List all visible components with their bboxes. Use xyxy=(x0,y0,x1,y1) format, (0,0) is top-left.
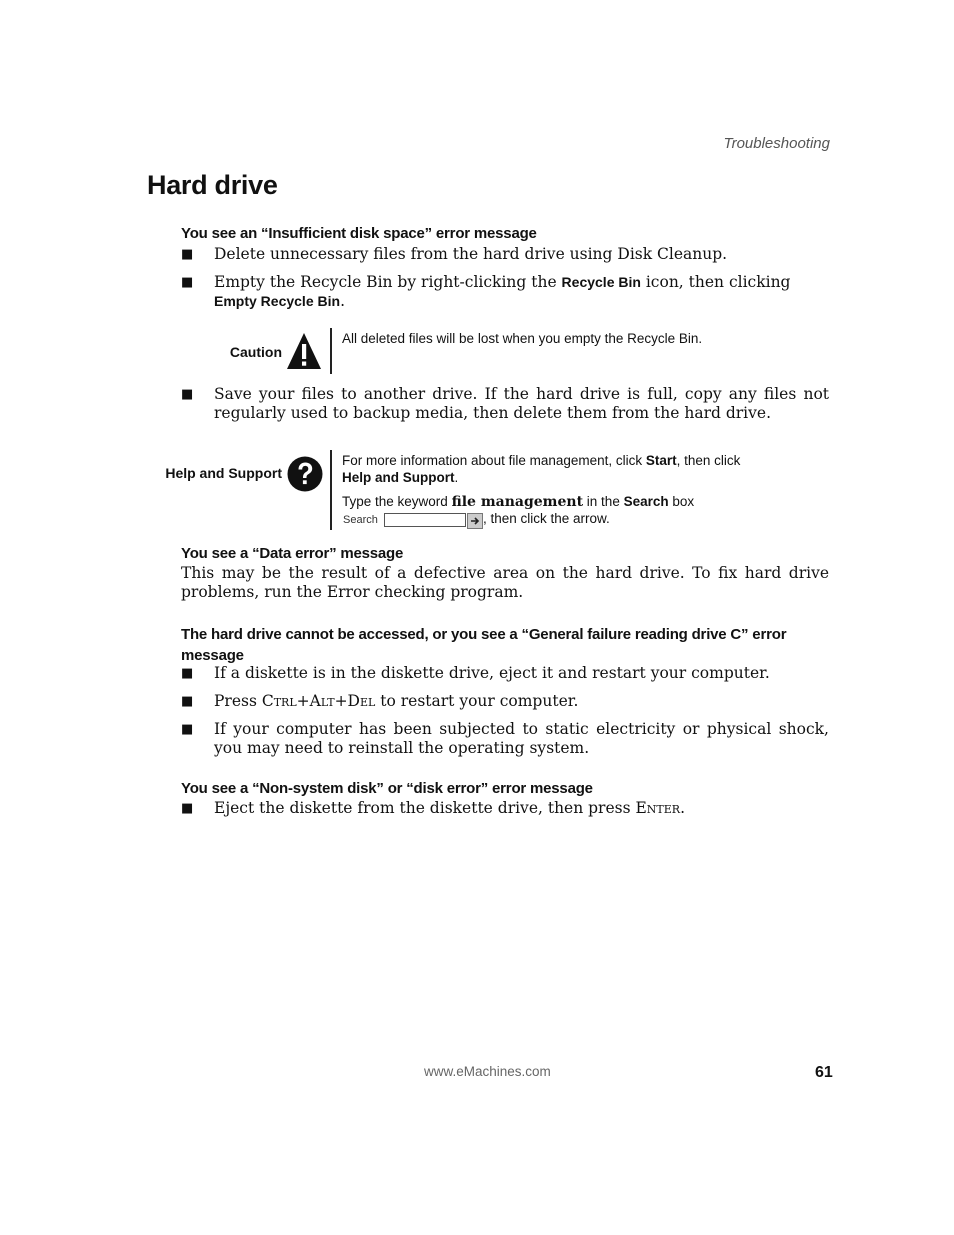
list-item xyxy=(181,245,829,264)
keyword-term: file management xyxy=(451,494,584,510)
list-item-text: If your computer has been subjected to static electricity or physical shock, you may need to reinstall the operating system. xyxy=(214,720,829,757)
section-heading-data-error: You see a “Data error” message xyxy=(181,545,404,562)
page-title: Hard drive xyxy=(147,170,278,200)
list-item-text: Press Ctrl+Alt+Del to restart your computer. xyxy=(214,692,579,710)
bullet-marker: ■ xyxy=(181,247,194,262)
help-and-support-term: Help and Support xyxy=(342,470,455,485)
enter-key: Enter xyxy=(635,799,681,817)
bullet-marker: ■ xyxy=(181,722,194,737)
list-item xyxy=(181,664,829,683)
list-item-text: Empty the Recycle Bin by right-clicking the Recycle Bin icon, then clicking Empty Recycle Bin. xyxy=(214,273,791,310)
list-item xyxy=(181,692,829,711)
section-heading-drive-not-accessed: The hard drive cannot be accessed, or you see a “General failure reading drive C” error message xyxy=(181,626,787,664)
list-item-text: Eject the diskette from the diskette drive, then press Enter. xyxy=(214,799,686,817)
footer-url: www.eMachines.com xyxy=(424,1064,551,1079)
bullet-marker: ■ xyxy=(181,275,194,290)
help-and-support-label: Help and Support xyxy=(165,465,282,481)
help-text-line-3: , then click the arrow. xyxy=(483,511,610,526)
bullet-marker: ■ xyxy=(181,387,194,402)
page-number: 61 xyxy=(815,1064,833,1081)
arrow-right-icon xyxy=(467,513,483,529)
start-term: Start xyxy=(645,453,677,468)
list-item-text: If a diskette is in the diskette drive, eject it and restart your computer. xyxy=(214,664,770,682)
list-item-text: Save your files to another drive. If the hard drive is full, copy any files not regularly used to backup media, then delete them from the hard drive. xyxy=(214,385,829,422)
help-text-line-2: Type the keyword file management in the Search box xyxy=(342,494,695,510)
list-item xyxy=(181,720,829,758)
list-item xyxy=(181,799,829,818)
caution-divider xyxy=(330,328,332,374)
ctrl-alt-del-keys: Ctrl+Alt+Del xyxy=(261,692,376,710)
list-item xyxy=(181,385,829,423)
help-text-line-1b: Help and Support. xyxy=(342,470,459,485)
data-error-paragraph: This may be the result of a defective area on the hard drive. To fix hard drive problems, run the Error checking program. xyxy=(181,564,829,601)
recycle-bin-term: Recycle Bin xyxy=(561,274,641,290)
section-heading-non-system-disk: You see a “Non-system disk” or “disk error” error message xyxy=(181,780,593,797)
caution-label: Caution xyxy=(229,344,282,360)
search-label: Search xyxy=(343,514,378,526)
help-text-line-1: For more information about file management, click Start, then click xyxy=(342,453,741,468)
search-input xyxy=(384,513,466,527)
warning-triangle-icon xyxy=(286,332,322,370)
list-item xyxy=(181,273,829,311)
search-term: Search xyxy=(623,494,669,509)
list-item-text: Delete unnecessary files from the hard drive using Disk Cleanup. xyxy=(214,245,728,263)
section-heading-insufficient-disk-space: You see an “Insufficient disk space” error message xyxy=(181,225,537,242)
empty-recycle-bin-term: Empty Recycle Bin xyxy=(214,293,341,309)
help-question-icon xyxy=(287,456,323,492)
bullet-marker: ■ xyxy=(181,801,194,816)
running-head: Troubleshooting xyxy=(723,135,830,152)
bullet-marker: ■ xyxy=(181,694,194,709)
bullet-marker: ■ xyxy=(181,666,194,681)
help-divider xyxy=(330,450,332,530)
caution-text: All deleted files will be lost when you empty the Recycle Bin. xyxy=(342,331,703,346)
